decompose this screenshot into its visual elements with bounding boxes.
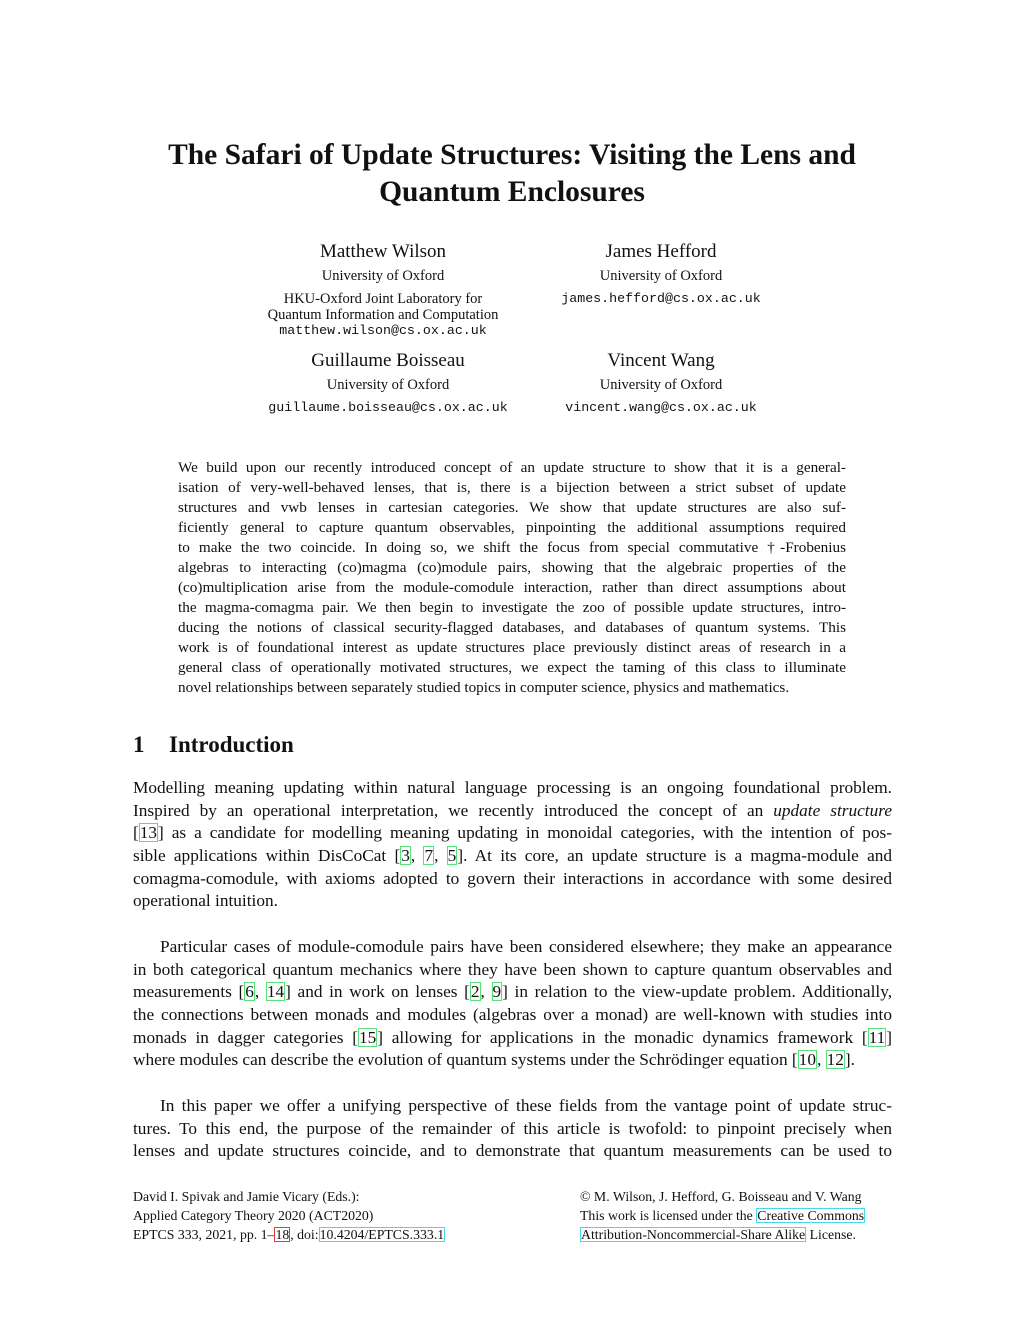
- citation-link[interactable]: 2: [470, 982, 480, 1002]
- body-line: comagma-comodule, with axioms adopted to govern their interactions in accordance with some desired: [133, 868, 892, 888]
- author-affiliation: University of Oxford: [326, 377, 450, 393]
- author-email[interactable]: vincent.wang@cs.ox.ac.uk: [565, 400, 757, 415]
- author-block-1: [243, 240, 523, 339]
- citation-link[interactable]: 10: [798, 1050, 816, 1070]
- author-affiliation-extra: Quantum Information and Computation: [267, 307, 499, 323]
- emphasis-update-structure: update structure: [773, 800, 892, 820]
- citation-link[interactable]: 15: [358, 1027, 377, 1047]
- footer-license-line: Attribution-Noncommercial-Share Alike License.: [581, 1227, 856, 1242]
- license-link[interactable]: Attribution-Noncommercial-Share Alike: [581, 1227, 806, 1242]
- section-title: Introduction: [169, 732, 294, 757]
- citation-link[interactable]: 7: [424, 846, 434, 866]
- citation-link[interactable]: 11: [868, 1027, 886, 1047]
- creative-commons-link[interactable]: Creative Commons: [757, 1208, 865, 1223]
- pages-link[interactable]: 18: [275, 1227, 290, 1242]
- abstract-line: ficiently general to capture quantum observables, pinpointing the additional assumptions required: [178, 519, 846, 536]
- abstract: [178, 458, 846, 698]
- body-line: sible applications within DisCoCat [3, 7, 5]. At its core, an update structure is a magma-module and: [133, 846, 893, 866]
- author-email[interactable]: guillaume.boisseau@cs.ox.ac.uk: [268, 400, 508, 415]
- abstract-line: the magma-comagma pair. We then begin to investigate the zoo of possible update structures, intro-: [178, 599, 846, 616]
- body-line: operational intuition.: [133, 891, 278, 911]
- author-email[interactable]: matthew.wilson@cs.ox.ac.uk: [279, 323, 487, 338]
- abstract-line: novel relationships between separately studied topics in computer science, physics and mathematics.: [178, 679, 790, 696]
- footer-copyright: © M. Wilson, J. Hefford, G. Boisseau and V. Wang: [580, 1189, 862, 1204]
- author-block-3: [243, 349, 533, 416]
- abstract-line: ducing the notions of classical security-flagged databases, and databases of quantum systems. This: [178, 619, 846, 636]
- footer-publication-info: [133, 1187, 445, 1244]
- footer-editors: David I. Spivak and Jamie Vicary (Eds.):: [133, 1189, 360, 1204]
- abstract-line: (co)multiplication arise from the module-comodule interaction, rather than direct assumptions about: [178, 579, 846, 596]
- author-name: Vincent Wang: [607, 350, 715, 371]
- paragraph-3: [133, 1095, 892, 1163]
- author-affiliation-extra: HKU-Oxford Joint Laboratory for: [283, 291, 483, 307]
- citation-link[interactable]: 12: [826, 1050, 844, 1070]
- body-line: lenses and update structures coincide, and to demonstrate that quantum measurements can be used to: [133, 1141, 892, 1161]
- abstract-line: structures and vwb lenses in cartesian categories. We show that update structures are also suf-: [178, 499, 846, 516]
- body-line: Inspired by an operational interpretation, we recently introduced the concept of an update structure: [133, 800, 892, 820]
- citation-link[interactable]: 13: [139, 823, 158, 843]
- citation-link[interactable]: 9: [492, 982, 502, 1002]
- author-email[interactable]: james.hefford@cs.ox.ac.uk: [561, 291, 761, 306]
- paragraph-1: [133, 777, 892, 913]
- body-line: Modelling meaning updating within natural language processing is an ongoing foundational problem.: [133, 778, 892, 797]
- footer-license: [580, 1187, 888, 1244]
- abstract-line: to make the two coincide. In doing so, we shift the focus from special commutative †-Frobenius: [178, 539, 846, 556]
- abstract-line: algebras to interacting (co)magma (co)module pairs, showing that the algebraic properties of the: [178, 559, 846, 576]
- citation-link[interactable]: 3: [401, 846, 410, 866]
- author-block-4: [521, 349, 801, 416]
- body-line: tures. To this end, the purpose of the remainder of this article is twofold: to pinpoint precisely when: [133, 1118, 892, 1138]
- author-block-2: [521, 240, 801, 307]
- body-line: Particular cases of module-comodule pairs have been considered elsewhere; they make an appearance: [160, 937, 892, 956]
- abstract-line: work is of foundational interest as update structures place previously distinct areas of research in a: [178, 639, 846, 656]
- body-line: in both categorical quantum mechanics where they have been shown to capture quantum observables and: [133, 959, 892, 979]
- abstract-line: We build upon our recently introduced concept of an update structure to show that it is a general-: [178, 459, 846, 476]
- body-line: monads in dagger categories [15] allowing for applications in the monadic dynamics framework [11]: [133, 1027, 892, 1047]
- abstract-line: general class of operationally motivated structures, we expect the taming of this class to illuminate: [178, 659, 846, 676]
- author-name: James Hefford: [605, 241, 717, 262]
- title-line-1: The Safari of Update Structures: Visiting the Lens and: [168, 139, 856, 171]
- paper-title: [130, 137, 894, 211]
- footer-eptcs: EPTCS 333, 2021, pp. 1–18, doi:10.4204/EPTCS.333.1: [133, 1227, 445, 1242]
- title-line-2: Quantum Enclosures: [379, 176, 645, 208]
- section-number: 1: [133, 732, 145, 757]
- citation-link[interactable]: 6: [245, 982, 254, 1002]
- body-line: In this paper we offer a unifying perspective of these fields from the vantage point of update struc-: [160, 1096, 892, 1115]
- citation-link[interactable]: 14: [266, 982, 285, 1002]
- body-line: [13] as a candidate for modelling meaning updating in monoidal categories, with the intention of pos-: [133, 823, 892, 843]
- section-heading: [133, 732, 294, 758]
- footer-venue: Applied Category Theory 2020 (ACT2020): [133, 1208, 374, 1223]
- body-line: the connections between monads and modules (algebras over a monad) are well-known with studies into: [133, 1005, 892, 1025]
- paragraph-2: [133, 936, 892, 1072]
- abstract-line: isation of very-well-behaved lenses, that is, there is a bijection between a strict subset of update: [178, 479, 846, 496]
- doi-link[interactable]: 10.4204/EPTCS.333.1: [319, 1227, 445, 1242]
- citation-link[interactable]: 5: [447, 846, 457, 866]
- author-name: Guillaume Boisseau: [311, 350, 465, 371]
- author-affiliation: University of Oxford: [599, 377, 723, 393]
- author-affiliation: University of Oxford: [599, 268, 723, 284]
- footer-license-line: This work is licensed under the Creative Commons: [580, 1208, 865, 1223]
- body-line: measurements [6, 14] and in work on lenses [2, 9] in relation to the view-update problem. Additionally,: [133, 982, 893, 1002]
- body-line: where modules can describe the evolution of quantum systems under the Schrödinger equation [10, 12].: [133, 1050, 855, 1070]
- author-name: Matthew Wilson: [319, 241, 447, 262]
- author-affiliation: University of Oxford: [321, 268, 445, 284]
